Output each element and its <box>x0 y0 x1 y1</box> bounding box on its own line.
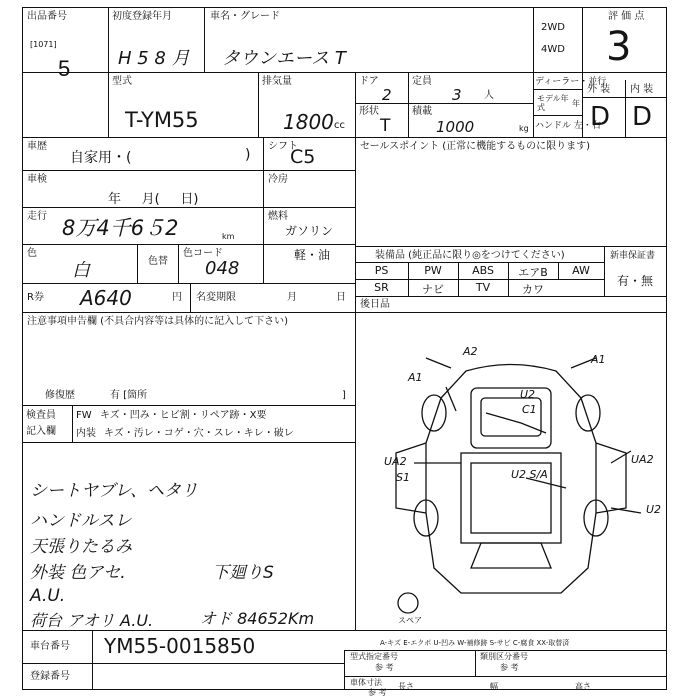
color-label: 色 <box>27 248 37 259</box>
mark-c1-cab: C1 <box>522 403 537 416</box>
note-line-1: シートヤブレ、ヘタリ <box>30 481 198 501</box>
type-spec-ref: 参 考 <box>375 663 394 672</box>
notes-title: 注意事項申告欄 (不具合内容等は具体的に記入して下さい) <box>27 316 288 327</box>
length-label: 長さ <box>398 682 414 691</box>
mileage-unit: km <box>222 232 235 241</box>
drive-2wd: 2WD <box>541 22 565 33</box>
model-year-unit: 年 <box>572 99 580 108</box>
shift-value: C5 <box>290 146 316 168</box>
recycle-label: R券 <box>27 292 44 303</box>
mark-ua2-left: UA2 <box>384 455 407 468</box>
model-value: T-YM55 <box>125 108 199 132</box>
lot-code: [1071] <box>30 40 57 49</box>
capacity-unit: 人 <box>484 90 494 101</box>
recycle-unit: 円 <box>172 292 182 303</box>
equipment-title: 装備品 (純正品に限り◎をつけてください) <box>375 250 565 261</box>
capacity-label: 定員 <box>412 76 432 87</box>
mark-a1-left: A1 <box>408 371 423 384</box>
exterior-label: 外 装 <box>587 84 611 95</box>
history-close: ) <box>245 147 251 163</box>
model-label: 型式 <box>112 76 132 87</box>
width-label: 幅 <box>490 682 498 691</box>
first-registration-value: H 5 8 月 <box>118 48 190 69</box>
note-line-5: 下廻りS <box>212 563 274 583</box>
equipment-airbag: エアB <box>518 266 548 279</box>
dealer-label: ディーラー・並行 <box>535 77 607 87</box>
shape-value: T <box>380 116 391 136</box>
equipment-pw: PW <box>424 264 442 277</box>
warranty-value: 有・無 <box>617 274 654 288</box>
damage-legend: A-キズ E-エクボ U-凹み W-補修跡 S-サビ C-腐食 XX-取替済 <box>380 639 570 647</box>
mileage-value: 8万4千6５2 <box>62 216 179 240</box>
equipment-navi: ナビ <box>422 283 444 296</box>
note-line-3: 天張りたるみ <box>30 537 132 557</box>
equipment-sr: SR <box>374 281 389 294</box>
shape-label: 形状 <box>359 106 379 117</box>
mark-u2-right: U2 <box>646 503 662 516</box>
name-change-month: 月 <box>287 292 297 303</box>
mark-a1-right: A1 <box>591 353 606 366</box>
note-line-2: ハンドルスレ <box>30 511 132 531</box>
type-class-label: 類別区分番号 <box>480 652 528 661</box>
exterior-grade: D <box>590 102 611 132</box>
interior-check-label: 内装 <box>76 428 96 439</box>
equipment-abs: ABS <box>472 264 494 277</box>
fw-items: キズ・凹み・ヒビ割・リペア跡・X要 <box>100 410 267 421</box>
inspection-value: 年 月( 日) <box>108 192 199 207</box>
repair-history-value: 有 [箇所 <box>110 390 148 401</box>
type-class-ref: 参 考 <box>500 663 519 672</box>
door-label: ドア <box>359 76 379 87</box>
later-items-label: 後日品 <box>360 299 390 310</box>
grade-value: 3 <box>606 24 632 70</box>
note-line-8: オド 84652Km <box>200 609 315 628</box>
repair-history-label: 修復歴 <box>45 390 75 401</box>
load-label: 積載 <box>412 106 432 117</box>
mileage-label: 走行 <box>27 211 47 222</box>
spare-label: スペア <box>398 616 422 625</box>
repair-history-close: ] <box>342 390 346 401</box>
name-change-label: 名変期限 <box>196 292 236 303</box>
door-value: 2 <box>382 86 392 104</box>
inspection-label: 車検 <box>27 174 47 185</box>
car-name-label: 車名・グレード <box>210 11 280 22</box>
load-value: 1000 <box>436 118 475 136</box>
model-year-label: モデル年式 <box>537 94 569 112</box>
color-change-label: 色替 <box>148 256 168 267</box>
vehicle-damage-diagram <box>356 313 667 630</box>
lot-number: 5 <box>58 56 71 81</box>
first-registration-label: 初度登録年月 <box>112 11 172 22</box>
type-spec-label: 型式指定番号 <box>350 652 398 661</box>
equipment-aw: AW <box>572 264 590 277</box>
load-unit: kg <box>519 124 529 133</box>
chassis-number-value: YM55-0015850 <box>104 634 256 658</box>
mark-u2-cab: U2 <box>520 388 536 401</box>
body-size-label: 車体寸法 <box>350 678 382 687</box>
note-line-4: 外装 色アセ. <box>30 563 126 583</box>
mark-u2-sa-bed: U2 S/A <box>511 468 548 481</box>
drive-4wd: 4WD <box>541 44 565 55</box>
mark-ua2-right: UA2 <box>631 453 654 466</box>
note-line-6: A.U. <box>30 586 66 606</box>
capacity-value: 3 <box>452 86 462 104</box>
entry-label: 記入欄 <box>26 426 56 437</box>
color-value: 白 <box>72 260 90 281</box>
aircon-label: 冷房 <box>268 174 288 185</box>
shift-label: シフト <box>268 141 298 152</box>
body-size-ref: 参 考 <box>368 688 387 697</box>
grade-label: 評 価 点 <box>608 11 645 22</box>
displacement-label: 排気量 <box>262 76 292 87</box>
displacement-unit: cc <box>334 120 345 131</box>
color-code-label: 色コード <box>183 248 223 259</box>
fuel-label: 燃料 <box>268 211 288 222</box>
fuel-light-oil: 軽・油 <box>294 248 331 262</box>
mark-a2-top: A2 <box>463 345 478 358</box>
inspector-label: 検査員 <box>26 410 56 421</box>
registration-number-label: 登録番号 <box>30 671 70 682</box>
history-label: 車歴 <box>27 141 47 152</box>
displacement-value: 1800 <box>283 110 334 134</box>
interior-check-items: キズ・汚レ・コゲ・穴・スレ・キレ・破レ <box>104 428 294 439</box>
mark-s1-left: S1 <box>396 471 410 484</box>
handle-label: ハンドル 左・右 <box>535 121 601 131</box>
recycle-value: A640 <box>80 286 132 310</box>
car-name-value: タウンエース T <box>222 48 346 69</box>
fuel-gasoline: ガソリン <box>285 224 334 238</box>
equipment-ps: PS <box>374 264 389 277</box>
note-line-7: 荷台 アオリ A.U. <box>30 611 154 630</box>
chassis-number-label: 車台番号 <box>30 641 70 652</box>
name-change-day: 日 <box>336 292 346 303</box>
fw-label: FW <box>76 410 92 421</box>
interior-label: 内 装 <box>630 84 654 95</box>
height-label: 高さ <box>575 682 591 691</box>
history-value: 自家用・( <box>70 150 132 166</box>
sales-point-title: セールスポイント (正常に機能するものに限ります) <box>360 141 591 152</box>
equipment-tv: TV <box>475 281 491 294</box>
color-code-value: 048 <box>205 258 240 279</box>
equipment-leather: カワ <box>522 283 544 296</box>
interior-grade: D <box>632 102 653 132</box>
warranty-label: 新車保証書 <box>610 251 656 261</box>
lot-number-label: 出品番号 <box>27 11 67 22</box>
